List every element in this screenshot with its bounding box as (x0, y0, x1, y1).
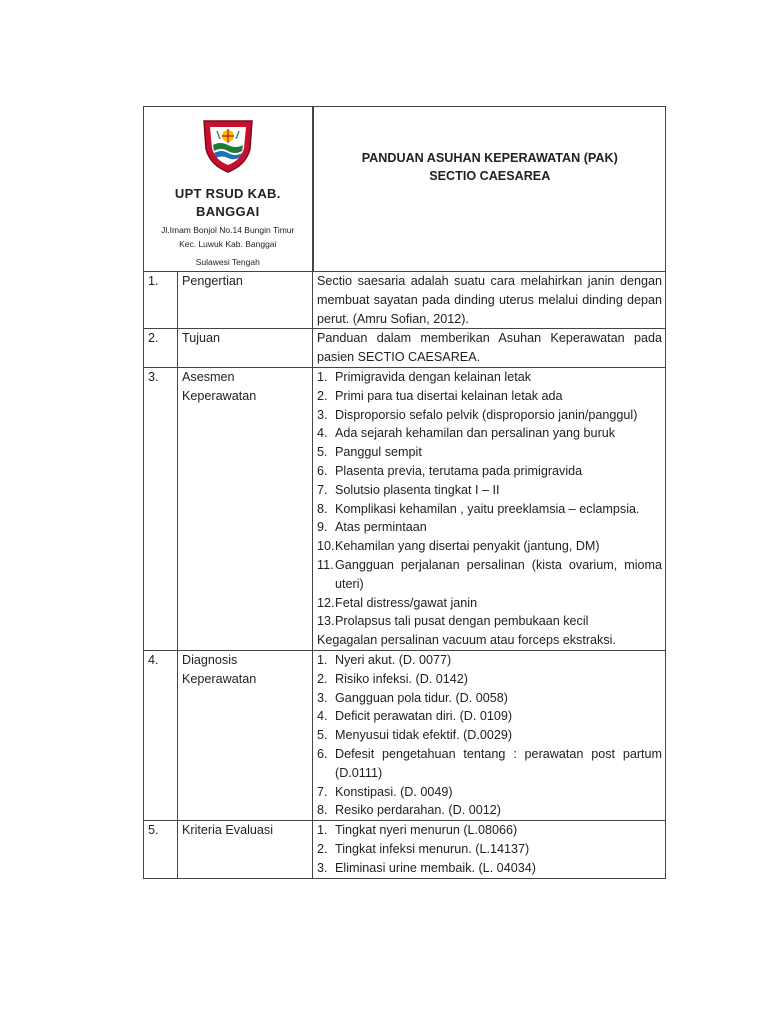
asesmen-list (317, 368, 662, 631)
list-item (317, 783, 662, 802)
list-item-number: 1. (317, 369, 328, 384)
list-item-number: 3. (317, 690, 328, 705)
list-item (317, 859, 662, 878)
row-label: Asesmen Keperawatan (178, 367, 313, 650)
list-item-text: Risiko infeksi. (D. 0142) (335, 671, 468, 686)
list-item-number: 3. (317, 860, 328, 875)
list-item-text: Solutsio plasenta tingkat I – II (335, 482, 500, 497)
list-item (317, 406, 662, 425)
org-address-line-2: Kec. Luwuk Kab. Banggai (179, 239, 277, 249)
list-item-text: Deficit perawatan diri. (D. 0109) (335, 709, 513, 724)
list-item-number: 6. (317, 746, 328, 761)
list-item-text: Plasenta previa, terutama pada primigravida (335, 463, 583, 478)
list-item (317, 537, 662, 556)
list-item-text: Tingkat nyeri menurun (L.08066) (335, 823, 518, 838)
document-title-line-1: PANDUAN ASUHAN KEPERAWATAN (PAK) (361, 151, 618, 165)
list-item (317, 651, 662, 670)
list-item-text: Eliminasi urine membaik. (L. 04034) (335, 860, 536, 875)
list-item-text: Gangguan perjalanan persalinan (kista ovarium, mioma uteri) (335, 557, 663, 591)
list-item-number: 7. (317, 482, 328, 497)
org-name-line-2: BANGGAI (196, 204, 260, 219)
row-content (313, 821, 666, 878)
row-content: Sectio saesaria adalah suatu cara melahirkan janin dengan membuat sayatan pada dinding uterus melalui dinding depan perut. (Amru Sofian, 2012). (313, 272, 666, 329)
list-item-number: 4. (317, 426, 328, 441)
list-item-number: 1. (317, 823, 328, 838)
row-label: Diagnosis Keperawatan (178, 650, 313, 820)
list-item-number: 11. (317, 557, 334, 572)
header-org-cell (144, 107, 313, 272)
list-item-number: 2. (317, 388, 328, 403)
list-item-number: 7. (317, 784, 328, 799)
list-item-text: Atas permintaan (335, 520, 427, 535)
list-item (317, 612, 662, 631)
header-title-cell (313, 107, 666, 272)
table-row (144, 367, 666, 650)
sop-table (143, 106, 666, 879)
row-number: 2. (144, 329, 178, 368)
list-item (317, 745, 662, 783)
list-item (317, 821, 662, 840)
list-item-number: 10. (317, 539, 335, 554)
list-item (317, 518, 662, 537)
list-item (317, 387, 662, 406)
table-row (144, 821, 666, 878)
list-item-number: 6. (317, 463, 328, 478)
asesmen-extra-line: Kegagalan persalinan vacuum atau forceps ekstraksi. (317, 633, 616, 648)
row-label: Tujuan (178, 329, 313, 368)
list-item-text: Ada sejarah kehamilan dan persalinan yang buruk (335, 426, 616, 441)
row-label: Kriteria Evaluasi (178, 821, 313, 878)
org-name-line-1: UPT RSUD KAB. (174, 186, 281, 201)
row-content (313, 650, 666, 820)
row-number: 1. (144, 272, 178, 329)
row-number: 3. (144, 367, 178, 650)
list-item-number: 13. (317, 614, 335, 629)
list-item-text: Disproporsio sefalo pelvik (disproporsio janin/panggul) (335, 407, 638, 422)
document-title-line-2: SECTIO CAESAREA (429, 169, 551, 183)
list-item-text: Primigravida dengan kelainan letak (335, 369, 532, 384)
list-item-number: 1. (317, 652, 328, 667)
list-item-text: Kehamilan yang disertai penyakit (jantung, DM) (335, 539, 600, 554)
list-item-number: 4. (317, 709, 328, 724)
list-item-text: Komplikasi kehamilan , yaitu preeklamsia – eclampsia. (335, 501, 640, 516)
list-item-text: Prolapsus tali pusat dengan pembukaan kecil (335, 614, 589, 629)
table-row (144, 272, 666, 329)
list-item (317, 424, 662, 443)
list-item (317, 594, 662, 613)
row-number: 4. (144, 650, 178, 820)
header-row (144, 107, 666, 272)
table-row (144, 329, 666, 368)
list-item-text: Konstipasi. (D. 0049) (335, 784, 453, 799)
list-item-number: 2. (317, 841, 328, 856)
list-item-number: 9. (317, 520, 328, 535)
list-item (317, 481, 662, 500)
list-item (317, 556, 662, 594)
list-item (317, 840, 662, 859)
list-item-text: Primi para tua disertai kelainan letak ada (335, 388, 563, 403)
list-item-text: Resiko perdarahan. (D. 0012) (335, 803, 501, 818)
list-item-number: 12. (317, 595, 335, 610)
org-address-line-1: Jl.Imam Bonjol No.14 Bungin Timur (161, 225, 295, 235)
table-row (144, 650, 666, 820)
list-item-number: 5. (317, 445, 328, 460)
list-item-text: Nyeri akut. (D. 0077) (335, 652, 452, 667)
row-content: Panduan dalam memberikan Asuhan Keperawatan pada pasien SECTIO CAESAREA. (313, 329, 666, 368)
row-number: 5. (144, 821, 178, 878)
row-content (313, 367, 666, 650)
list-item (317, 500, 662, 519)
list-item-number: 8. (317, 803, 328, 818)
list-item (317, 726, 662, 745)
row-label: Pengertian (178, 272, 313, 329)
list-item (317, 707, 662, 726)
kriteria-list (317, 821, 662, 877)
diagnosis-list (317, 651, 662, 820)
list-item-text: Fetal distress/gawat janin (335, 595, 478, 610)
banggai-shield-logo-icon (200, 115, 256, 175)
list-item (317, 689, 662, 708)
list-item-number: 5. (317, 728, 328, 743)
list-item-number: 2. (317, 671, 328, 686)
list-item-text: Tingkat infeksi menurun. (L.14137) (335, 841, 530, 856)
list-item-text: Defesit pengetahuan tentang : perawatan post partum (D.0111) (335, 746, 663, 780)
list-item-number: 3. (317, 407, 328, 422)
org-address-line-3: Sulawesi Tengah (195, 257, 260, 267)
list-item-text: Gangguan pola tidur. (D. 0058) (335, 690, 508, 705)
list-item (317, 443, 662, 462)
list-item-number: 8. (317, 501, 328, 516)
list-item-text: Panggul sempit (335, 445, 422, 460)
list-item-text: Menyusui tidak efektif. (D.0029) (335, 728, 513, 743)
list-item (317, 801, 662, 820)
list-item (317, 462, 662, 481)
list-item (317, 368, 662, 387)
list-item (317, 670, 662, 689)
